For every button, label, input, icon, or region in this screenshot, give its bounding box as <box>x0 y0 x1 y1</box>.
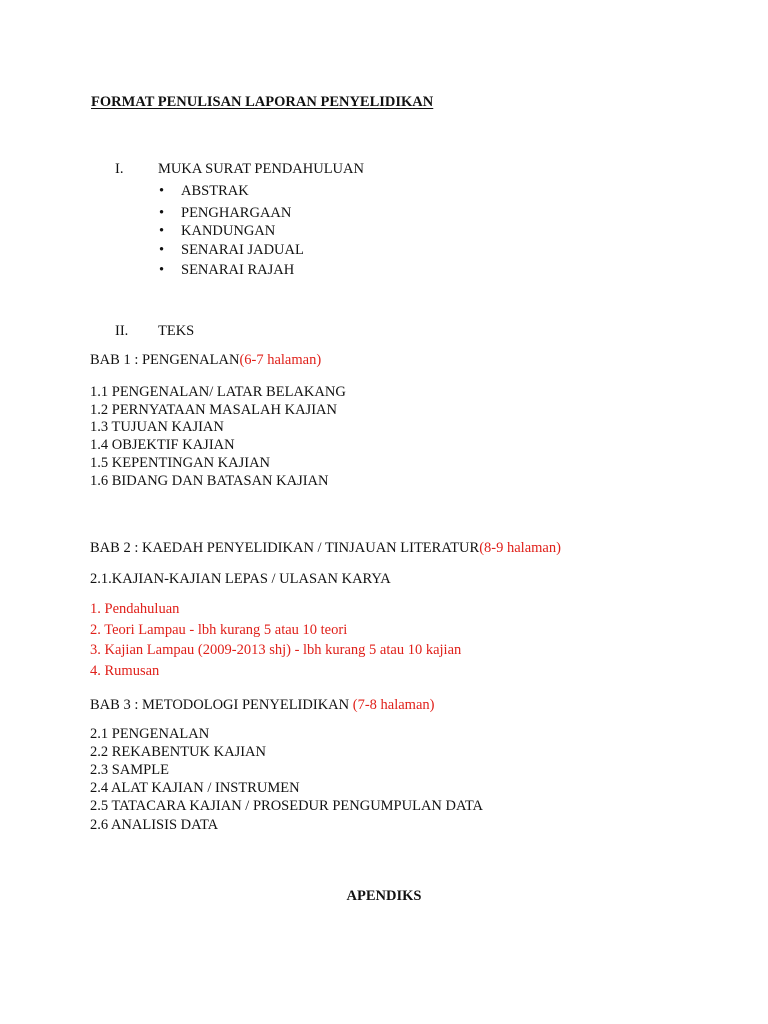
section-1-number: I. <box>115 161 124 177</box>
section-1-label: MUKA SURAT PENDAHULUAN <box>158 161 364 177</box>
list-item: 1.3 TUJUAN KAJIAN <box>90 419 224 435</box>
bab-3-page-note: (7-8 halaman) <box>352 697 435 713</box>
section-2-number: II. <box>115 323 129 339</box>
list-item: 2.3 SAMPLE <box>90 762 169 778</box>
bullet-icon: • <box>159 262 165 278</box>
bab-2-heading <box>90 541 561 556</box>
list-item: 2.2 REKABENTUK KAJIAN <box>90 744 267 760</box>
bab-2-subheading: 2.1.KAJIAN-KAJIAN LEPAS / ULASAN KARYA <box>90 571 391 587</box>
bab-2-title: BAB 2 : KAEDAH PENYELIDIKAN / TINJAUAN LITERATUR <box>90 540 480 556</box>
bullet-icon: • <box>159 242 165 258</box>
bab-3-heading <box>90 698 434 713</box>
bullet-icon: • <box>159 205 165 221</box>
bab-1-page-note: (6-7 halaman) <box>239 352 322 368</box>
document-title: FORMAT PENULISAN LAPORAN PENYELIDIKAN <box>91 94 434 110</box>
list-item: SENARAI RAJAH <box>181 262 295 278</box>
bullet-icon: • <box>159 183 165 199</box>
list-item: 3. Kajian Lampau (2009-2013 shj) - lbh kurang 5 atau 10 kajian <box>90 642 462 658</box>
bab-1-title: BAB 1 : PENGENALAN <box>90 352 240 368</box>
list-item: KANDUNGAN <box>181 223 276 239</box>
list-item: 2.5 TATACARA KAJIAN / PROSEDUR PENGUMPULAN DATA <box>90 798 484 814</box>
list-item: PENGHARGAAN <box>181 205 292 221</box>
list-item: 1.6 BIDANG DAN BATASAN KAJIAN <box>90 473 329 489</box>
bab-1-heading <box>90 353 321 368</box>
apendiks-heading: APENDIKS <box>346 888 422 904</box>
list-item: ABSTRAK <box>181 183 249 199</box>
list-item: 2.6 ANALISIS DATA <box>90 817 219 833</box>
bullet-icon: • <box>159 223 165 239</box>
list-item: 1.2 PERNYATAAN MASALAH KAJIAN <box>90 402 337 418</box>
list-item: 2. Teori Lampau - lbh kurang 5 atau 10 teori <box>90 622 348 638</box>
list-item: 1.5 KEPENTINGAN KAJIAN <box>90 455 271 471</box>
list-item: 1. Pendahuluan <box>90 601 180 617</box>
list-item: 1.4 OBJEKTIF KAJIAN <box>90 437 235 453</box>
list-item: 2.1 PENGENALAN <box>90 726 210 742</box>
list-item: 2.4 ALAT KAJIAN / INSTRUMEN <box>90 780 300 796</box>
bab-3-title: BAB 3 : METODOLOGI PENYELIDIKAN <box>90 697 353 713</box>
list-item: SENARAI JADUAL <box>181 242 304 258</box>
list-item: 4. Rumusan <box>90 663 160 679</box>
bab-2-page-note: (8-9 halaman) <box>479 540 561 556</box>
section-2-label: TEKS <box>158 323 195 339</box>
list-item: 1.1 PENGENALAN/ LATAR BELAKANG <box>90 384 346 400</box>
